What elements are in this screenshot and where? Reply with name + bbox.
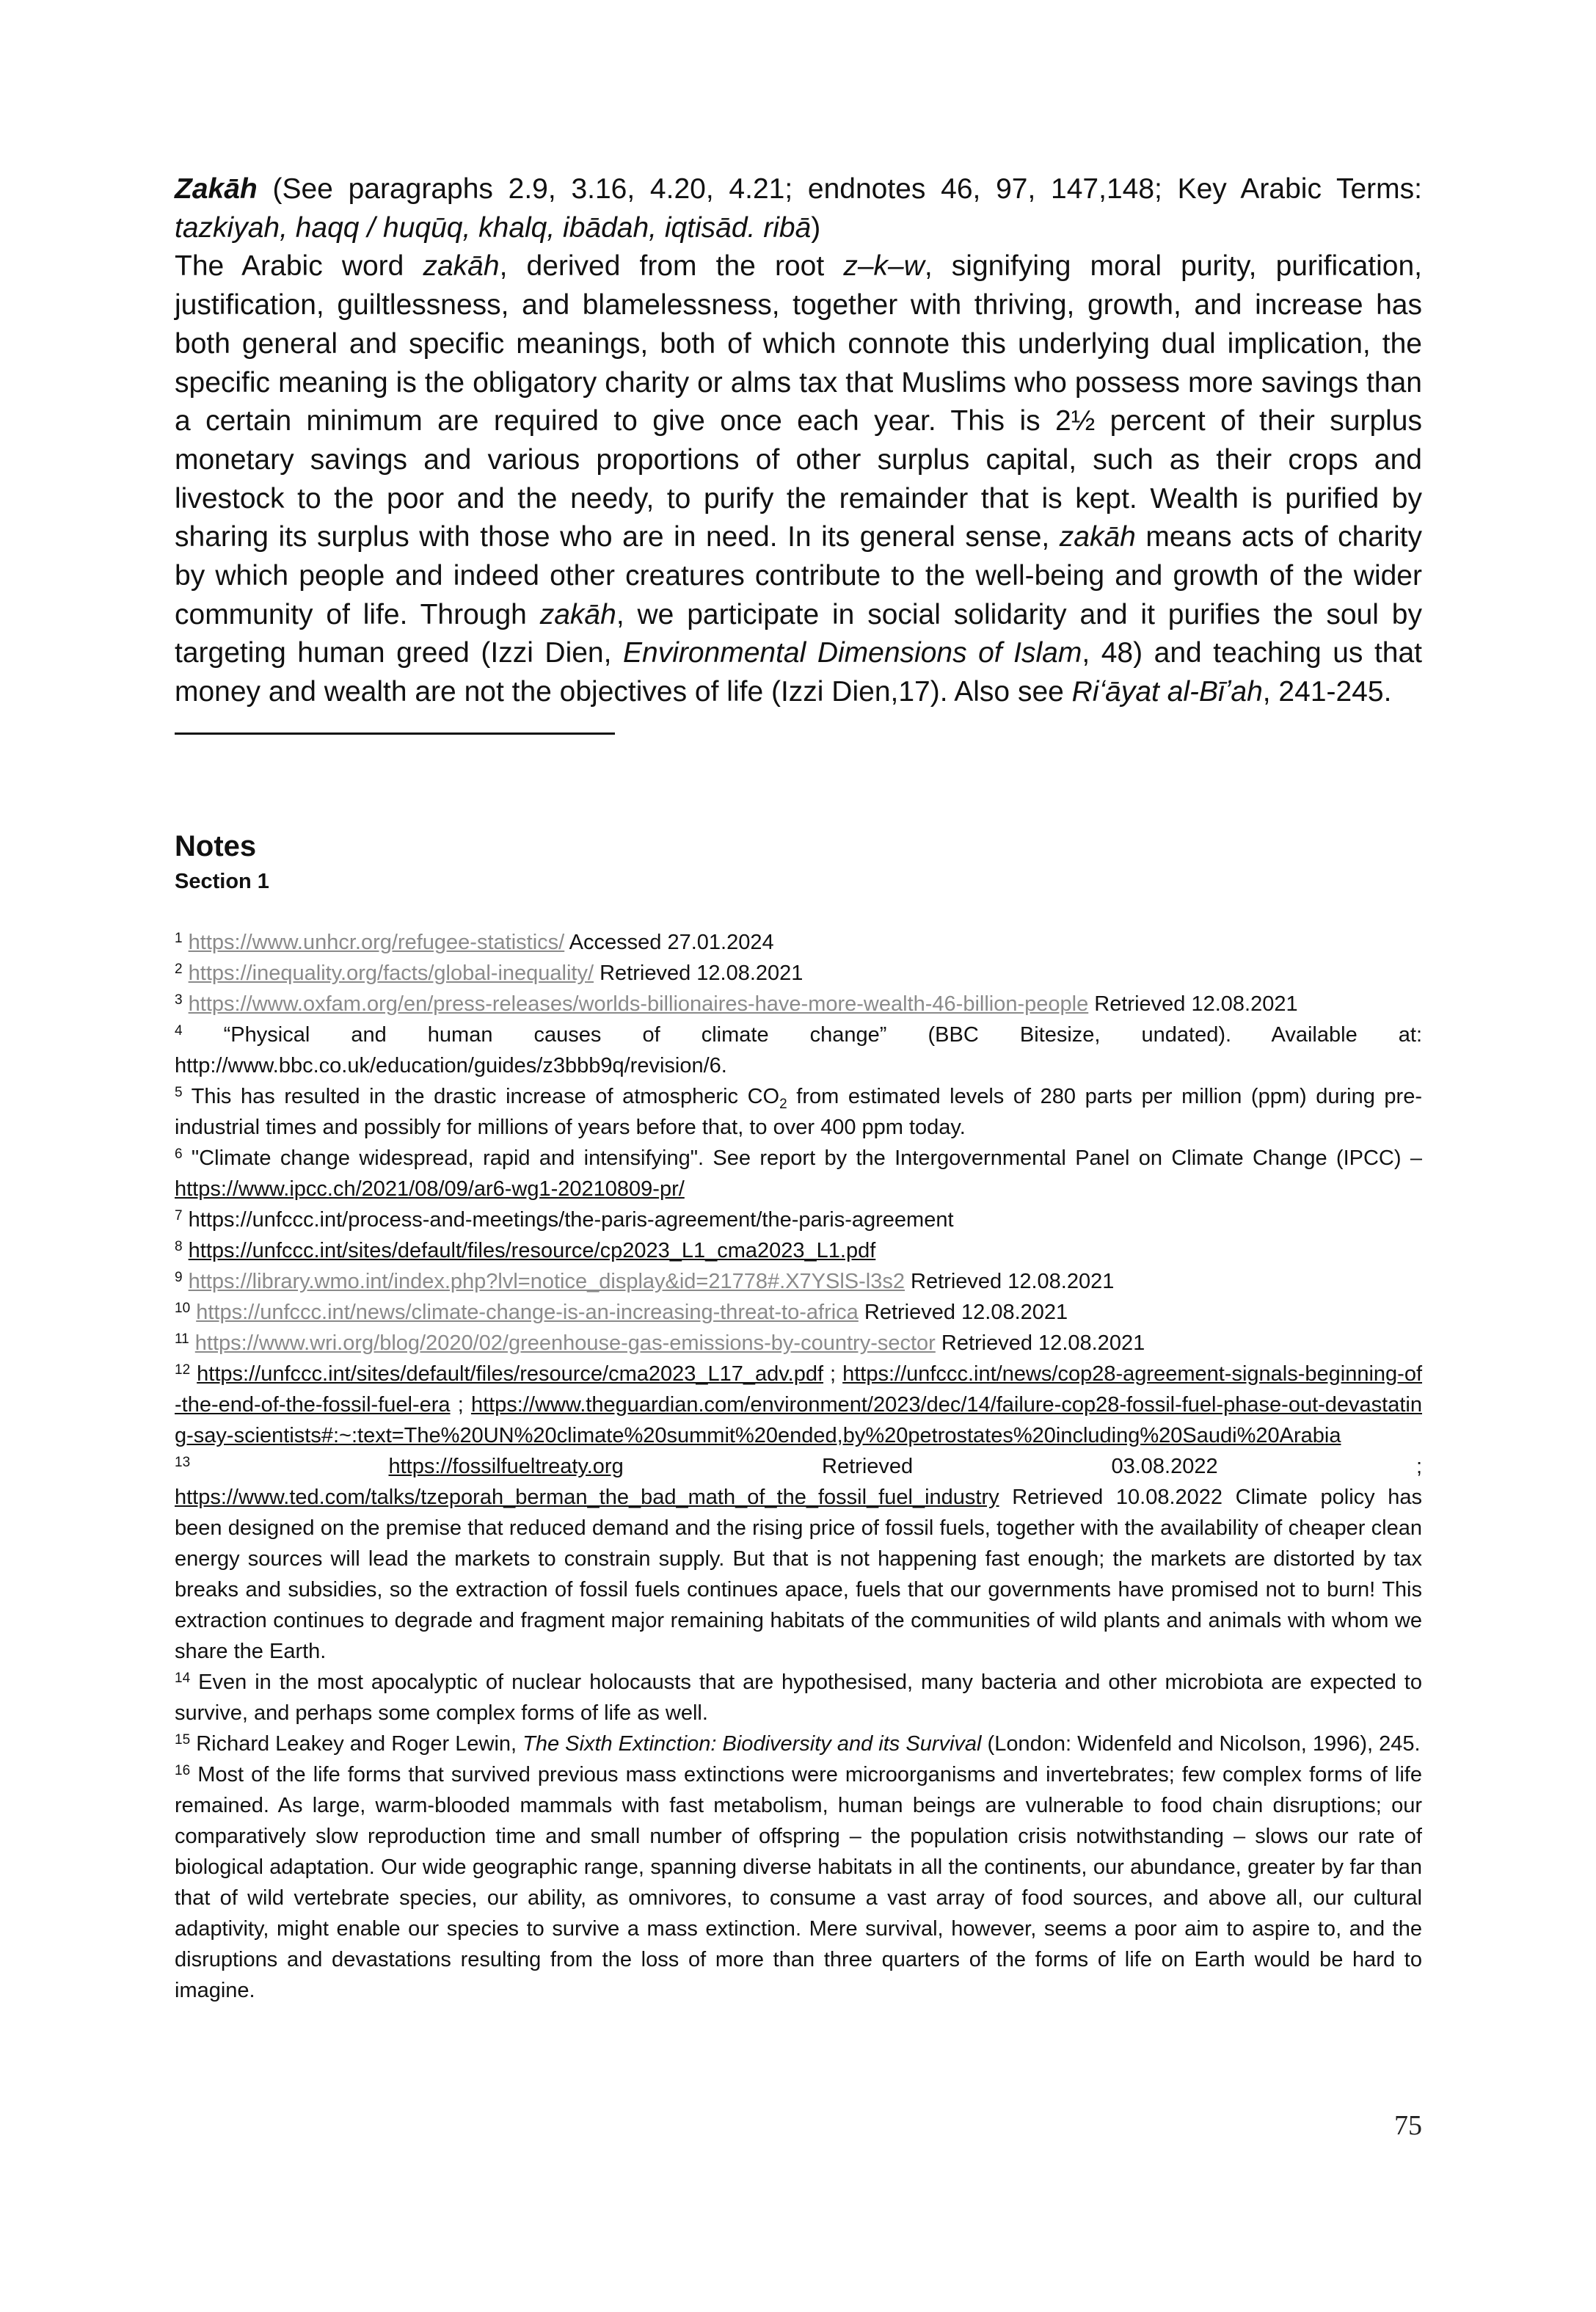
note-text: "Climate change widespread, rapid and intensifying". See report by the Intergovernmental Panel on Climate Change (IPCC) – bbox=[182, 1146, 1422, 1170]
note-number: 13 bbox=[175, 1454, 191, 1470]
text: , 48) and teaching us that money and wealth are not the objectives of life (Izzi Dien,17). Also see bbox=[175, 637, 1423, 708]
endnote-13 bbox=[175, 1451, 1422, 1667]
glossary-key-terms: tazkiyah, haqq / huqūq, khalq, ibādah, iqtisād. ribā bbox=[175, 211, 812, 244]
note-link[interactable]: https://www.oxfam.org/en/press-releases/worlds-billionaires-have-more-wealth-46-billion-people bbox=[188, 992, 1089, 1016]
glossary-term: Zakāh bbox=[175, 173, 258, 205]
endnote-14 bbox=[175, 1667, 1422, 1728]
note-text: Retrieved 12.08.2021 bbox=[1088, 992, 1298, 1016]
page-body bbox=[175, 170, 1422, 2006]
note-link[interactable]: https://library.wmo.int/index.php?lvl=notice_display&id=21778#.X7YSlS-l3s2 bbox=[188, 1269, 905, 1293]
glossary-entry-zakah bbox=[175, 170, 1422, 712]
glossary-heading bbox=[175, 170, 1422, 247]
note-text: https://unfccc.int/process-and-meetings/the-paris-agreement/the-paris-agreement bbox=[182, 1207, 954, 1232]
endnote-11 bbox=[175, 1328, 1422, 1359]
note-link[interactable]: https://www.wri.org/blog/2020/02/greenhouse-gas-emissions-by-country-sector bbox=[194, 1331, 936, 1355]
endnote-12 bbox=[175, 1359, 1422, 1451]
endnote-10 bbox=[175, 1297, 1422, 1328]
text: , 241-245. bbox=[1262, 676, 1392, 708]
italic-term: zakāh bbox=[423, 250, 500, 283]
italic-book-title: Riʻāyat al-Bīʼah bbox=[1071, 676, 1263, 708]
note-text: Retrieved 03.08.2022 ; bbox=[623, 1454, 1423, 1478]
note-text: (London: Widenfeld and Nicolson, 1996), 245. bbox=[981, 1731, 1421, 1756]
note-text: This has resulted in the drastic increase of atmospheric CO bbox=[182, 1084, 780, 1108]
note-link[interactable]: https://www.ted.com/talks/tzeporah_berman_the_bad_math_of_the_fossil_fuel_industry bbox=[175, 1485, 999, 1509]
subscript: 2 bbox=[779, 1096, 787, 1112]
glossary-refs: (See paragraphs 2.9, 3.16, 4.20, 4.21; endnotes 46, 97, 147,148; Key Arabic Terms: bbox=[257, 173, 1422, 205]
note-text: from estimated levels of 280 parts per million (ppm) during pre-industrial times and possibly for millions of years before that, to over 400 ppm today. bbox=[175, 1084, 1422, 1139]
note-link[interactable]: https://www.ipcc.ch/2021/08/09/ar6-wg1-20210809-pr/ bbox=[175, 1177, 685, 1201]
note-link[interactable]: https://inequality.org/facts/global-inequality/ bbox=[188, 961, 594, 985]
note-text: Even in the most apocalyptic of nuclear holocausts that are hypothesised, many bacteria and other microbiota are expected to survive, and perhaps some complex forms of life as well. bbox=[175, 1670, 1422, 1725]
endnote-6 bbox=[175, 1143, 1422, 1204]
note-link[interactable]: https://unfccc.int/news/climate-change-is-an-increasing-threat-to-africa bbox=[196, 1300, 859, 1324]
endnote-4 bbox=[175, 1019, 1422, 1081]
italic-term: zakāh bbox=[1059, 521, 1136, 553]
endnote-5 bbox=[175, 1081, 1422, 1143]
note-number: 14 bbox=[175, 1670, 191, 1686]
italic-book-title: The Sixth Extinction: Biodiversity and its Survival bbox=[522, 1731, 982, 1756]
text: means acts of charity by which people and indeed other creatures contribute to the well-being and growth of the wider community of life. Through bbox=[175, 521, 1422, 630]
note-number: 7 bbox=[175, 1207, 183, 1224]
note-link[interactable]: https://www.unhcr.org/refugee-statistics/ bbox=[188, 930, 565, 954]
note-link[interactable]: https://unfccc.int/sites/default/files/resource/cp2023_L1_cma2023_L1.pdf bbox=[188, 1238, 876, 1262]
page-number: 75 bbox=[1394, 2110, 1422, 2141]
note-text: Accessed 27.01.2024 bbox=[564, 930, 774, 954]
note-number: 16 bbox=[175, 1762, 191, 1778]
note-text: Most of the life forms that survived previous mass extinctions were microorganisms and invertebrates; few complex forms of life remained. As large, warm-blooded mammals with fast metabolism, human beings are vulnerable to food chain disruptions; our comparatively slow reproduction time and small number of offspring – the population crisis notwithstanding – slows our rate of biological adaptation. Our wide geographic range, spanning diverse habitats in all the continents, our abundance, greater by far than that of wild vertebrate species, our ability, as omnivores, to consume a vast array of food sources, and above all, our cultural adaptivity, might enable our species to survive a mass extinction. Mere survival, however, seems a poor aim to aspire to, and the disruptions and devastations resulting from the loss of more than three quarters of the forms of life on Earth would be hard to imagine. bbox=[175, 1762, 1422, 2002]
endnote-7 bbox=[175, 1204, 1422, 1235]
glossary-definition bbox=[175, 247, 1422, 711]
text: , signifying moral purity, purification, justification, guiltlessness, and blamelessness, together with thriving, growth, and increase has both general and specific meanings, both of which connote this underlying dual implication, the specific meaning is the obligatory charity or alms tax that Muslims who possess more savings than a certain minimum are required to give once each year. This is 2½ percent of their surplus monetary savings and various proportions of other surplus capital, such as their crops and livestock to the poor and the needy, to purify the remainder that is kept. Wealth is purified by sharing its surplus with those who are in need. In its general sense, bbox=[175, 250, 1423, 553]
endnote-3 bbox=[175, 989, 1422, 1019]
text: , we participate in social solidarity and it purifies the soul by targeting human greed (Izzi Dien, bbox=[175, 598, 1422, 669]
note-number: 3 bbox=[175, 992, 183, 1008]
note-text: Retrieved 12.08.2021 bbox=[858, 1300, 1068, 1324]
glossary-refs-close: ) bbox=[811, 211, 821, 244]
note-number: 5 bbox=[175, 1084, 183, 1100]
note-number: 1 bbox=[175, 930, 183, 946]
endnote-2 bbox=[175, 958, 1422, 989]
endnote-16 bbox=[175, 1759, 1422, 2006]
italic-term: zakāh bbox=[539, 598, 616, 630]
note-link[interactable]: https://fossilfueltreaty.org bbox=[388, 1454, 624, 1478]
separator: ; bbox=[823, 1362, 843, 1386]
text: The Arabic word bbox=[175, 250, 423, 283]
note-text: Retrieved 12.08.2021 bbox=[594, 961, 804, 985]
italic-book-title: Environmental Dimensions of Islam bbox=[623, 637, 1082, 669]
note-link[interactable]: https://www.theguardian.com/environment/2023/dec/14/failure-cop28-fossil-fuel-phase-out-devastating-say-scientists#:~:text=The%20UN%20climate%20summit%20ended,by%20petrostates%20including%20Saudi%20Arabia bbox=[175, 1392, 1422, 1447]
endnotes-list bbox=[175, 927, 1422, 2006]
note-link[interactable]: https://unfccc.int/news/cop28-agreement-signals-beginning-of-the-end-of-the-fossil-fuel-era bbox=[175, 1362, 1423, 1417]
note-text: Retrieved 12.08.2021 bbox=[905, 1269, 1115, 1293]
notes-heading: Notes bbox=[175, 829, 257, 862]
note-text: Retrieved 10.08.2022 Climate policy has been designed on the premise that reduced demand and the rising price of fossil fuels, together with the availability of cheaper clean energy sources will lead the markets to constrain supply. But that is not happening fast enough; the markets are distorted by tax breaks and subsidies, so the extraction of fossil fuels continues apace, fuels that our governments have promised not to burn! This extraction continues to degrade and fragment major remaining habitats of the communities of wild plants and animals with whom we share the Earth. bbox=[175, 1485, 1422, 1663]
note-text: Retrieved 12.08.2021 bbox=[935, 1331, 1145, 1355]
note-number: 9 bbox=[175, 1269, 183, 1285]
note-number: 4 bbox=[175, 1022, 183, 1039]
italic-root: z–k–w bbox=[843, 250, 925, 283]
endnote-8 bbox=[175, 1235, 1422, 1266]
note-number: 10 bbox=[175, 1300, 191, 1316]
endnote-15 bbox=[175, 1728, 1422, 1759]
note-number: 15 bbox=[175, 1731, 191, 1748]
endnote-1 bbox=[175, 927, 1422, 958]
section-divider bbox=[175, 733, 615, 735]
note-number: 2 bbox=[175, 961, 183, 977]
note-number: 12 bbox=[175, 1362, 191, 1378]
endnote-9 bbox=[175, 1266, 1422, 1297]
note-text: “Physical and human causes of climate change” (BBC Bitesize, undated). Available at: http://www.bbc.co.uk/education/guides/z3bbb9q/revision/6. bbox=[175, 1022, 1422, 1077]
section-heading: Section 1 bbox=[175, 869, 269, 893]
note-link[interactable]: https://unfccc.int/sites/default/files/resource/cma2023_L17_adv.pdf bbox=[197, 1362, 824, 1386]
note-number: 8 bbox=[175, 1238, 183, 1254]
separator: ; bbox=[450, 1392, 471, 1417]
text: , derived from the root bbox=[499, 250, 844, 283]
note-number: 11 bbox=[175, 1331, 189, 1347]
note-number: 6 bbox=[175, 1146, 183, 1162]
note-text: Richard Leakey and Roger Lewin, bbox=[190, 1731, 523, 1756]
